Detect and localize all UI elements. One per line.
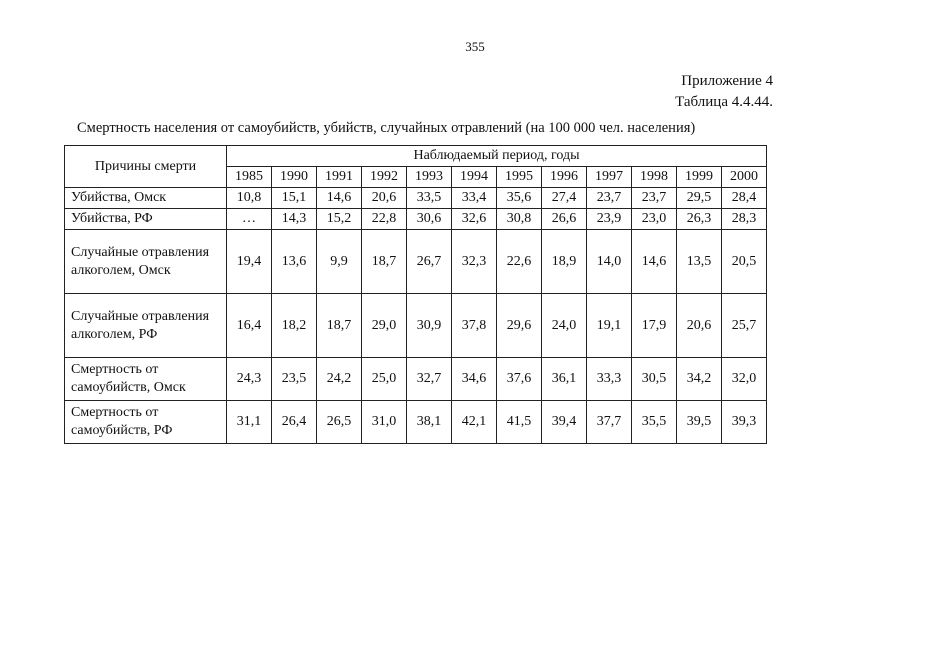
value-cell: 18,2 <box>272 294 317 358</box>
value-cell: 15,1 <box>272 188 317 209</box>
value-cell: 20,6 <box>677 294 722 358</box>
value-cell: 29,5 <box>677 188 722 209</box>
value-cell: 26,4 <box>272 401 317 444</box>
value-cell: 23,7 <box>632 188 677 209</box>
value-cell: 30,8 <box>497 209 542 230</box>
value-cell: 24,3 <box>227 358 272 401</box>
value-cell: 29,6 <box>497 294 542 358</box>
value-cell: 41,5 <box>497 401 542 444</box>
cause-cell: Смертность от самоубийств, РФ <box>65 401 227 444</box>
value-cell: 33,3 <box>587 358 632 401</box>
value-cell: 37,6 <box>497 358 542 401</box>
value-cell: 26,7 <box>407 230 452 294</box>
value-cell: 14,0 <box>587 230 632 294</box>
value-cell: … <box>227 209 272 230</box>
value-cell: 26,6 <box>542 209 587 230</box>
table-row <box>65 230 767 294</box>
year-header: 1994 <box>452 167 497 188</box>
year-header: 1990 <box>272 167 317 188</box>
header-row <box>65 146 767 167</box>
cause-column-header: Причины смерти <box>65 146 227 188</box>
year-header: 1985 <box>227 167 272 188</box>
value-cell: 32,7 <box>407 358 452 401</box>
value-cell: 39,5 <box>677 401 722 444</box>
value-cell: 20,6 <box>362 188 407 209</box>
value-cell: 42,1 <box>452 401 497 444</box>
value-cell: 32,0 <box>722 358 767 401</box>
table-row <box>65 358 767 401</box>
value-cell: 23,0 <box>632 209 677 230</box>
value-cell: 38,1 <box>407 401 452 444</box>
value-cell: 34,6 <box>452 358 497 401</box>
value-cell: 30,5 <box>632 358 677 401</box>
value-cell: 35,6 <box>497 188 542 209</box>
value-cell: 25,0 <box>362 358 407 401</box>
value-cell: 31,0 <box>362 401 407 444</box>
value-cell: 18,7 <box>362 230 407 294</box>
value-cell: 31,1 <box>227 401 272 444</box>
year-header: 1998 <box>632 167 677 188</box>
value-cell: 18,7 <box>317 294 362 358</box>
table-row <box>65 209 767 230</box>
value-cell: 19,1 <box>587 294 632 358</box>
year-header: 1995 <box>497 167 542 188</box>
value-cell: 20,5 <box>722 230 767 294</box>
cause-cell: Убийства, Омск <box>65 188 227 209</box>
value-cell: 39,3 <box>722 401 767 444</box>
value-cell: 28,3 <box>722 209 767 230</box>
value-cell: 26,5 <box>317 401 362 444</box>
year-header: 1993 <box>407 167 452 188</box>
value-cell: 22,6 <box>497 230 542 294</box>
value-cell: 16,4 <box>227 294 272 358</box>
value-cell: 32,6 <box>452 209 497 230</box>
cause-cell: Случайные отравления алкоголем, РФ <box>65 294 227 358</box>
value-cell: 24,0 <box>542 294 587 358</box>
appendix-label: Приложение 4 <box>681 73 773 89</box>
value-cell: 14,6 <box>317 188 362 209</box>
value-cell: 17,9 <box>632 294 677 358</box>
value-cell: 23,9 <box>587 209 632 230</box>
value-cell: 23,5 <box>272 358 317 401</box>
cause-cell: Смертность от самоубийств, Омск <box>65 358 227 401</box>
value-cell: 13,6 <box>272 230 317 294</box>
mortality-table <box>64 145 767 444</box>
value-cell: 23,7 <box>587 188 632 209</box>
value-cell: 34,2 <box>677 358 722 401</box>
table-caption: Смертность населения от самоубийств, убийств, случайных отравлений (на 100 000 чел. населения) <box>77 120 696 136</box>
value-cell: 14,3 <box>272 209 317 230</box>
value-cell: 36,1 <box>542 358 587 401</box>
value-cell: 19,4 <box>227 230 272 294</box>
value-cell: 18,9 <box>542 230 587 294</box>
year-header: 1991 <box>317 167 362 188</box>
value-cell: 26,3 <box>677 209 722 230</box>
year-header: 1999 <box>677 167 722 188</box>
value-cell: 25,7 <box>722 294 767 358</box>
value-cell: 22,8 <box>362 209 407 230</box>
period-column-header: Наблюдаемый период, годы <box>227 146 767 167</box>
table-row <box>65 401 767 444</box>
value-cell: 33,4 <box>452 188 497 209</box>
value-cell: 28,4 <box>722 188 767 209</box>
year-header: 1997 <box>587 167 632 188</box>
value-cell: 10,8 <box>227 188 272 209</box>
value-cell: 29,0 <box>362 294 407 358</box>
value-cell: 37,8 <box>452 294 497 358</box>
value-cell: 30,9 <box>407 294 452 358</box>
value-cell: 37,7 <box>587 401 632 444</box>
page-number: 355 <box>465 39 485 54</box>
value-cell: 24,2 <box>317 358 362 401</box>
value-cell: 15,2 <box>317 209 362 230</box>
year-header: 1996 <box>542 167 587 188</box>
value-cell: 33,5 <box>407 188 452 209</box>
value-cell: 30,6 <box>407 209 452 230</box>
value-cell: 13,5 <box>677 230 722 294</box>
table-number: Таблица 4.4.44. <box>675 94 773 110</box>
value-cell: 39,4 <box>542 401 587 444</box>
value-cell: 9,9 <box>317 230 362 294</box>
table-row <box>65 294 767 358</box>
value-cell: 14,6 <box>632 230 677 294</box>
value-cell: 27,4 <box>542 188 587 209</box>
value-cell: 32,3 <box>452 230 497 294</box>
table-row <box>65 188 767 209</box>
year-header: 2000 <box>722 167 767 188</box>
value-cell: 35,5 <box>632 401 677 444</box>
year-header: 1992 <box>362 167 407 188</box>
cause-cell: Убийства, РФ <box>65 209 227 230</box>
cause-cell: Случайные отравления алкоголем, Омск <box>65 230 227 294</box>
